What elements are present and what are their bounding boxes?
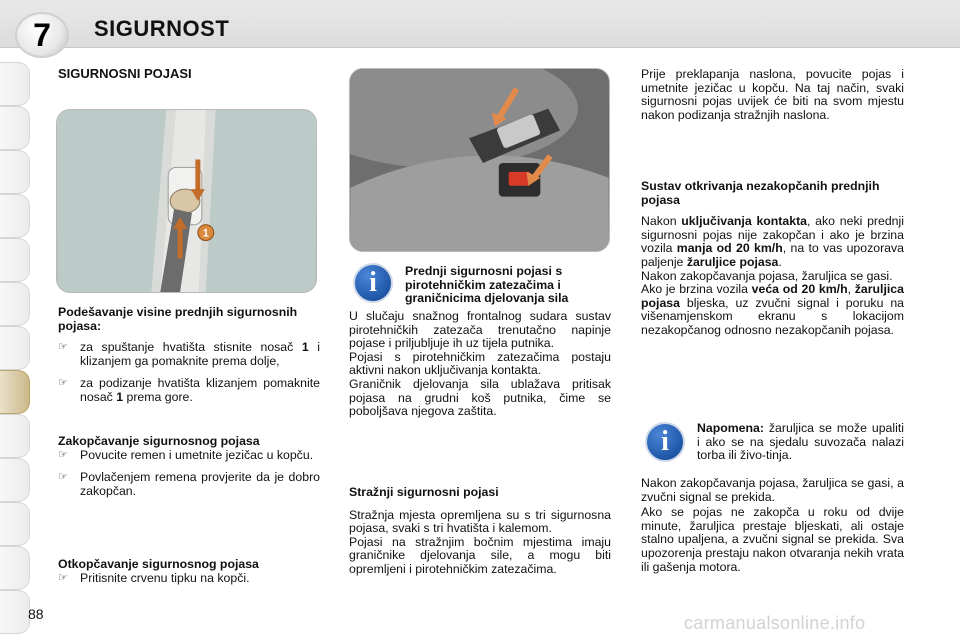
chapter-tab [0,194,30,238]
page-title: SIGURNOST [94,16,230,41]
chapter-tab [0,590,30,634]
fastening-block [58,435,320,498]
chapter-tab [0,150,30,194]
info-icon: i [353,263,393,303]
pretensioner-title: Prednji sigurnosni pojasi s pirotehničkim zatezačima i graničnicima djelovanja sila [405,264,569,306]
chapter-tab [0,326,30,370]
info-icon: i [645,422,685,462]
chapter-tabs [0,62,36,634]
chapter-tab [0,414,30,458]
pointing-hand-icon: ☞ [58,471,68,484]
chapter-tab [0,238,30,282]
pointing-hand-icon: ☞ [58,377,68,390]
note-continuation: Nakon zakopčavanja pojasa, žaruljica se gasi, a zvučni signal se prekida. Ako se pojas ne zakopča u roku od dvije minute, žaruljica prestaje bljeskati, ali ostaje stalno upaljena, a zvučni signal se prekida. Sva upozorenja prestaju nakon otvaranja nekih vrata ili gašenja motora. [641,476,904,574]
list-item: ☞ za spuštanje hvatišta stisnite nosač 1 i klizanjem ga pomaknite prema dolje, [58,340,320,368]
seat-belt-buckle-illustration [350,69,609,251]
list-item: ☞ Pritisnite crvenu tipku na kopči. [58,570,250,585]
pointing-hand-icon: ☞ [58,448,68,461]
photo-seat-belt-buckle [349,68,610,252]
belt-height-adjuster-illustration [57,110,316,292]
watermark: carmanualsonline.info [684,613,866,633]
chapter-tab [0,458,30,502]
pretensioner-text: U slučaju snažnog frontalnog sudara sustav pirotehničkih zatezača trenutačno napinje pojase i priljubljuje ih uz tijela putnika. Pojasi s pirotehničkim zatezačima postaju aktivni nakon uključivanja kontakta. Graničnik djelovanja sila ublažava pritisak pojasa na grudni koš putnika, čime se poboljšava njegova zaštita. [349,309,611,419]
chapter-tab [0,106,30,150]
list-item: ☞ Povlačenjem remena provjerite da je dobro zakopčan. [58,470,320,498]
height-adjust-title: Podešavanje visine prednjih sigurnosnih pojasa: [58,305,298,333]
list-item: ☞ za podizanje hvatišta klizanjem pomaknite nosač 1 prema gore. [58,376,320,404]
unfastening-title: Otkopčavanje sigurnosnog pojasa [58,557,259,571]
fold-backrest-text: Prije preklapanja naslona, povucite pojas i umetnite jezičac u kopču. Na taj način, svaki sigurnosni pojas uvijek će biti na svom mjestu nakon podizanja stražnjih naslona. [641,67,904,122]
list-item: ☞ Povucite remen i umetnite jezičac u kopču. [58,447,314,462]
chapter-tab [0,546,30,590]
fastening-title: Zakopčavanje sigurnosnog pojasa [58,434,260,448]
chapter-tab [0,502,30,546]
unfastening-block [58,558,320,585]
detection-title: Sustav otkrivanja nezakopčanih prednjih pojasa [641,179,880,207]
chapter-tab [0,282,30,326]
chapter-tab [0,370,30,414]
note-text: Napomena: žaruljica se može upaliti i ako se na sjedalu suvozača nalazi torba ili živo-tinja. [697,421,904,463]
pointing-hand-icon: ☞ [58,571,68,584]
pointing-hand-icon: ☞ [58,341,68,354]
rear-belts-block: Stražnji sigurnosni pojasi Stražnja mjesta opremljena su s tri sigurnosna pojasa, svaki s tri hvatišta i kalemom. Pojasi na stražnjim bočnim mjestima imaju graničnike djelovanja sile, a mogu biti opremljeni i pirotehničkim zatezačima. [349,485,611,576]
detection-block: Sustav otkrivanja nezakopčanih prednjih pojasa Nakon uključivanja kontakta, ako neki prednji sigurnosni pojas nije zakopčan i ako je brzina vozila manja od 20 km/h, na to vas upozorava paljenje žaruljice pojasa. Nakon zakopčavanja pojasa, žaruljica se gasi. Ako je brzina vozila veća od 20 km/h, žaruljica pojasa bljeska, uz zvučni signal i poruku na višenamjenskom ekranu s lokacijom nezakopčanog odnosno nezakopčanih pojasa. [641,179,904,337]
chapter-tab [0,62,30,106]
photo-belt-height-adjuster [56,109,317,293]
page-number: 88 [28,606,44,622]
section-title: SIGURNOSNI POJASI [58,66,192,81]
height-adjust-block [58,306,320,405]
chapter-badge: 7 [15,12,69,58]
rear-belts-title: Stražnji sigurnosni pojasi [349,485,499,499]
callout-1: 1 [202,227,209,240]
